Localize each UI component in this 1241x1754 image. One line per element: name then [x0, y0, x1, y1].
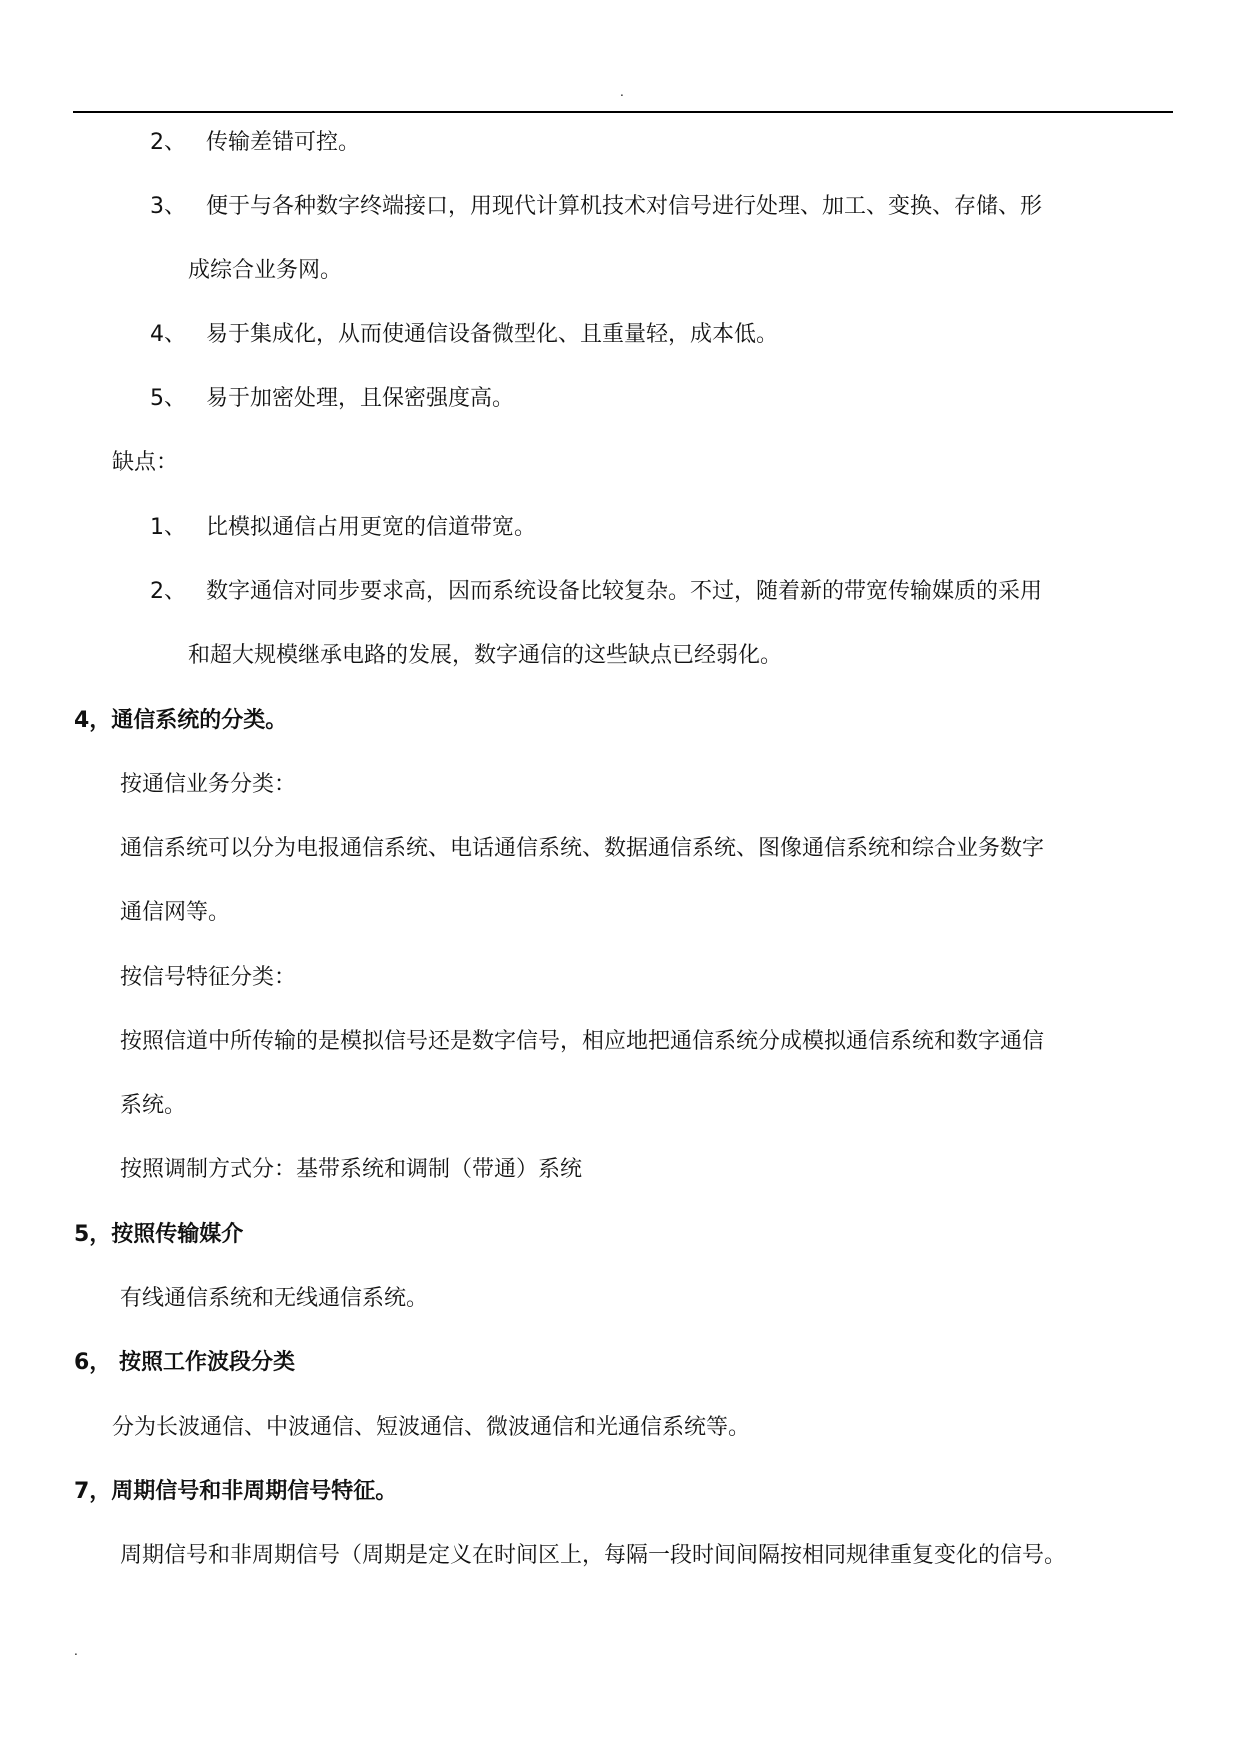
list-number: 1、	[150, 515, 186, 540]
by-service-text: 通信系统可以分为电报通信系统、电话通信系统、数据通信系统、图像通信系统和综合业务数字	[120, 836, 1045, 861]
advantage-item-5	[150, 384, 514, 414]
by-modulation-text: 按照调制方式分：基带系统和调制（带通）系统	[120, 1157, 583, 1182]
by-service-continued: 通信网等。	[120, 900, 231, 925]
list-text: 数字通信对同步要求高，因而系统设备比较复杂。不过，随着新的带宽传输媒质的采用	[206, 579, 1043, 604]
list-number: 4、	[150, 322, 186, 347]
footer-mark: .	[74, 1644, 78, 1658]
list-text: 传输差错可控。	[206, 130, 361, 155]
list-number: 5、	[150, 386, 186, 411]
section-7-heading: 7，周期信号和非周期信号特征。	[74, 1479, 398, 1504]
list-text: 易于加密处理，且保密强度高。	[206, 386, 515, 411]
section-7-text: 周期信号和非周期信号（周期是定义在时间区上，每隔一段时间间隔按相同规律重复变化的信号。	[120, 1543, 1067, 1568]
by-signal-label: 按信号特征分类：	[120, 965, 297, 990]
list-number: 2、	[150, 130, 186, 155]
by-service-label: 按通信业务分类：	[120, 772, 297, 797]
list-number: 2、	[150, 579, 186, 604]
advantage-item-3	[150, 192, 1042, 222]
section-4-heading: 4，通信系统的分类。	[74, 708, 288, 733]
by-signal-text: 按照信道中所传输的是模拟信号还是数字信号，相应地把通信系统分成模拟通信系统和数字通信	[120, 1029, 1045, 1054]
section-6-text: 分为长波通信、中波通信、短波通信、微波通信和光通信系统等。	[112, 1415, 751, 1440]
list-text: 便于与各种数字终端接口，用现代计算机技术对信号进行处理、加工、变换、存储、形	[206, 194, 1043, 219]
advantage-item-3-continued: 成综合业务网。	[188, 258, 343, 283]
disadvantages-label: 缺点：	[112, 450, 179, 475]
disadvantage-item-2-continued: 和超大规模继承电路的发展，数字通信的这些缺点已经弱化。	[188, 643, 783, 668]
list-text: 易于集成化，从而使通信设备微型化、且重量轻，成本低。	[206, 322, 779, 347]
disadvantage-item-1	[150, 513, 536, 543]
list-text: 比模拟通信占用更宽的信道带宽。	[206, 515, 537, 540]
advantage-item-4	[150, 320, 778, 350]
section-5-heading: 5，按照传输媒介	[74, 1222, 244, 1247]
disadvantage-item-2	[150, 577, 1042, 607]
section-6-heading: 6， 按照工作波段分类	[74, 1350, 295, 1375]
section-5-text: 有线通信系统和无线通信系统。	[120, 1286, 429, 1311]
header-mark: .	[620, 85, 624, 99]
header-rule	[73, 111, 1173, 113]
by-signal-continued: 系统。	[120, 1093, 187, 1118]
advantage-item-2	[150, 128, 360, 158]
list-number: 3、	[150, 194, 186, 219]
